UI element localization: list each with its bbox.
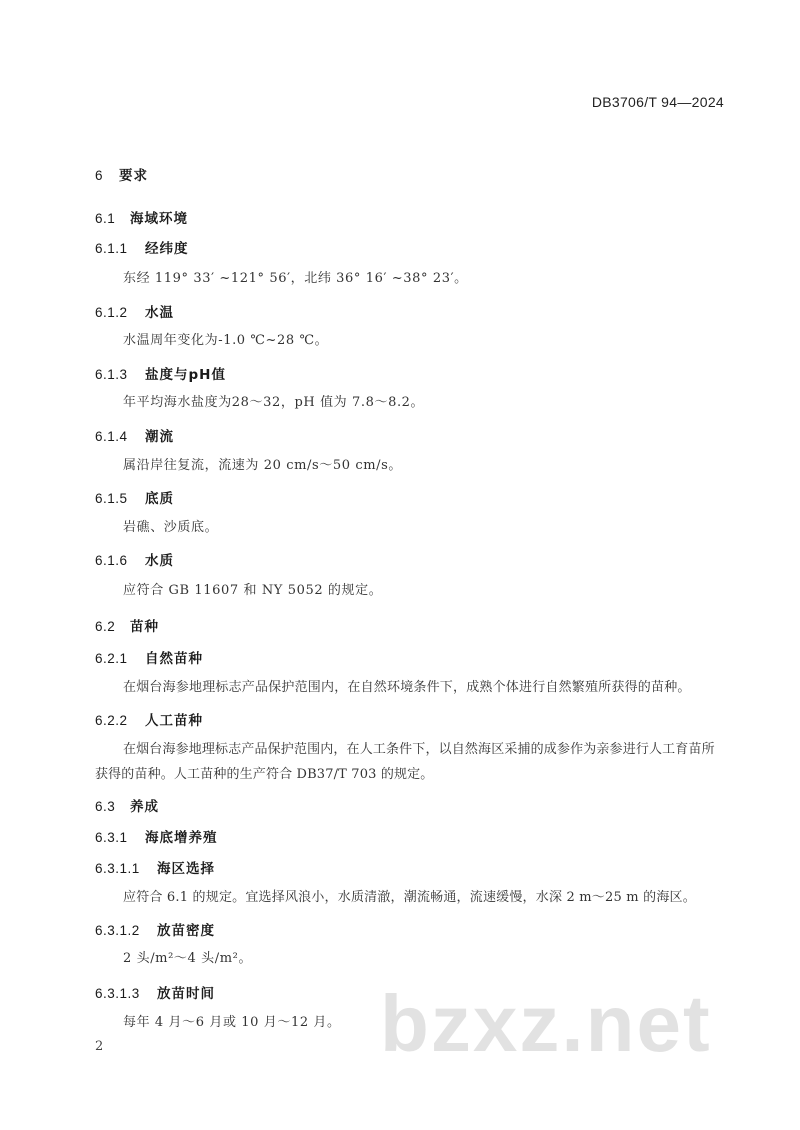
section-number: 6 <box>95 168 104 183</box>
subsection-heading <box>95 919 215 939</box>
document-code: DB3706/T 94—2024 <box>591 94 724 110</box>
subsection-heading <box>95 301 174 321</box>
section-number: 6.3.1.2 <box>95 923 140 938</box>
subsection-heading <box>95 826 218 846</box>
section-title: 盐度与pH值 <box>145 367 226 383</box>
paragraph: 2 头/m²～4 头/m²。 <box>123 951 253 966</box>
subsection-heading <box>95 425 174 445</box>
paragraph: 水温周年变化为-1.0 ℃~28 ℃。 <box>123 333 329 348</box>
watermark: bzxz.net <box>380 979 712 1068</box>
page-number: 2 <box>95 1039 104 1054</box>
section-title: 放苗密度 <box>157 923 215 939</box>
paragraph: 属沿岸往复流，流速为 20 cm/s～50 cm/s。 <box>123 458 402 473</box>
section-number: 6.3.1.1 <box>95 861 140 876</box>
section-number: 6.1 <box>95 211 116 226</box>
paragraph: 在烟台海参地理标志产品保护范围内，在自然环境条件下，成熟个体进行自然繁殖所获得的苗种。 <box>123 680 691 695</box>
section-title: 海底增养殖 <box>145 830 218 846</box>
section-title: 海区选择 <box>157 861 215 877</box>
section-title: 底质 <box>145 491 174 507</box>
section-number: 6.1.6 <box>95 553 128 568</box>
section-heading <box>95 164 148 184</box>
section-title: 海域环境 <box>130 211 188 227</box>
paragraph: 东经 119° 33′ ~121° 56′，北纬 36° 16′ ~38° 23′。 <box>123 271 468 286</box>
paragraph: 在烟台海参地理标志产品保护范围内，在人工条件下，以自然海区采捕的成参作为亲参进行人工育苗所获得的苗种。人工苗种的生产符合 DB37/T 703 的规定。 <box>95 742 715 782</box>
section-number: 6.1.4 <box>95 429 128 444</box>
subsection-heading <box>95 549 174 569</box>
section-title: 人工苗种 <box>145 713 203 729</box>
section-heading <box>95 795 159 815</box>
section-number: 6.3 <box>95 799 116 814</box>
section-number: 6.2.1 <box>95 651 128 666</box>
section-title: 养成 <box>130 799 159 815</box>
section-number: 6.2.2 <box>95 713 128 728</box>
section-number: 6.1.5 <box>95 491 128 506</box>
paragraph: 应符合 GB 11607 和 NY 5052 的规定。 <box>123 583 383 598</box>
section-heading <box>95 207 188 227</box>
section-title: 水质 <box>145 553 174 569</box>
section-title: 潮流 <box>145 429 174 445</box>
subsection-heading <box>95 237 189 257</box>
section-title: 要求 <box>119 168 148 184</box>
section-number: 6.3.1.3 <box>95 986 140 1001</box>
subsection-heading <box>95 857 215 877</box>
section-number: 6.1.2 <box>95 305 128 320</box>
section-number: 6.1.1 <box>95 241 128 256</box>
section-title: 苗种 <box>130 619 159 635</box>
section-title: 经纬度 <box>145 241 189 257</box>
subsection-heading <box>95 709 203 729</box>
paragraph: 岩礁、沙质底。 <box>123 520 219 535</box>
section-number: 6.3.1 <box>95 830 128 845</box>
subsection-heading <box>95 647 203 667</box>
paragraph: 每年 4 月～6 月或 10 月～12 月。 <box>123 1015 341 1030</box>
subsection-heading <box>95 363 226 383</box>
section-number: 6.2 <box>95 619 116 634</box>
section-title: 放苗时间 <box>157 986 215 1002</box>
paragraph: 应符合 6.1 的规定。宜选择风浪小，水质清澈，潮流畅通，流速缓慢，水深 2 m～25 m 的海区。 <box>123 890 696 905</box>
section-title: 自然苗种 <box>145 651 203 667</box>
subsection-heading <box>95 487 174 507</box>
paragraph: 年平均海水盐度为28～32，pH 值为 7.8～8.2。 <box>123 395 425 410</box>
section-number: 6.1.3 <box>95 367 128 382</box>
section-heading <box>95 615 159 635</box>
section-title: 水温 <box>145 305 174 321</box>
subsection-heading <box>95 982 215 1002</box>
